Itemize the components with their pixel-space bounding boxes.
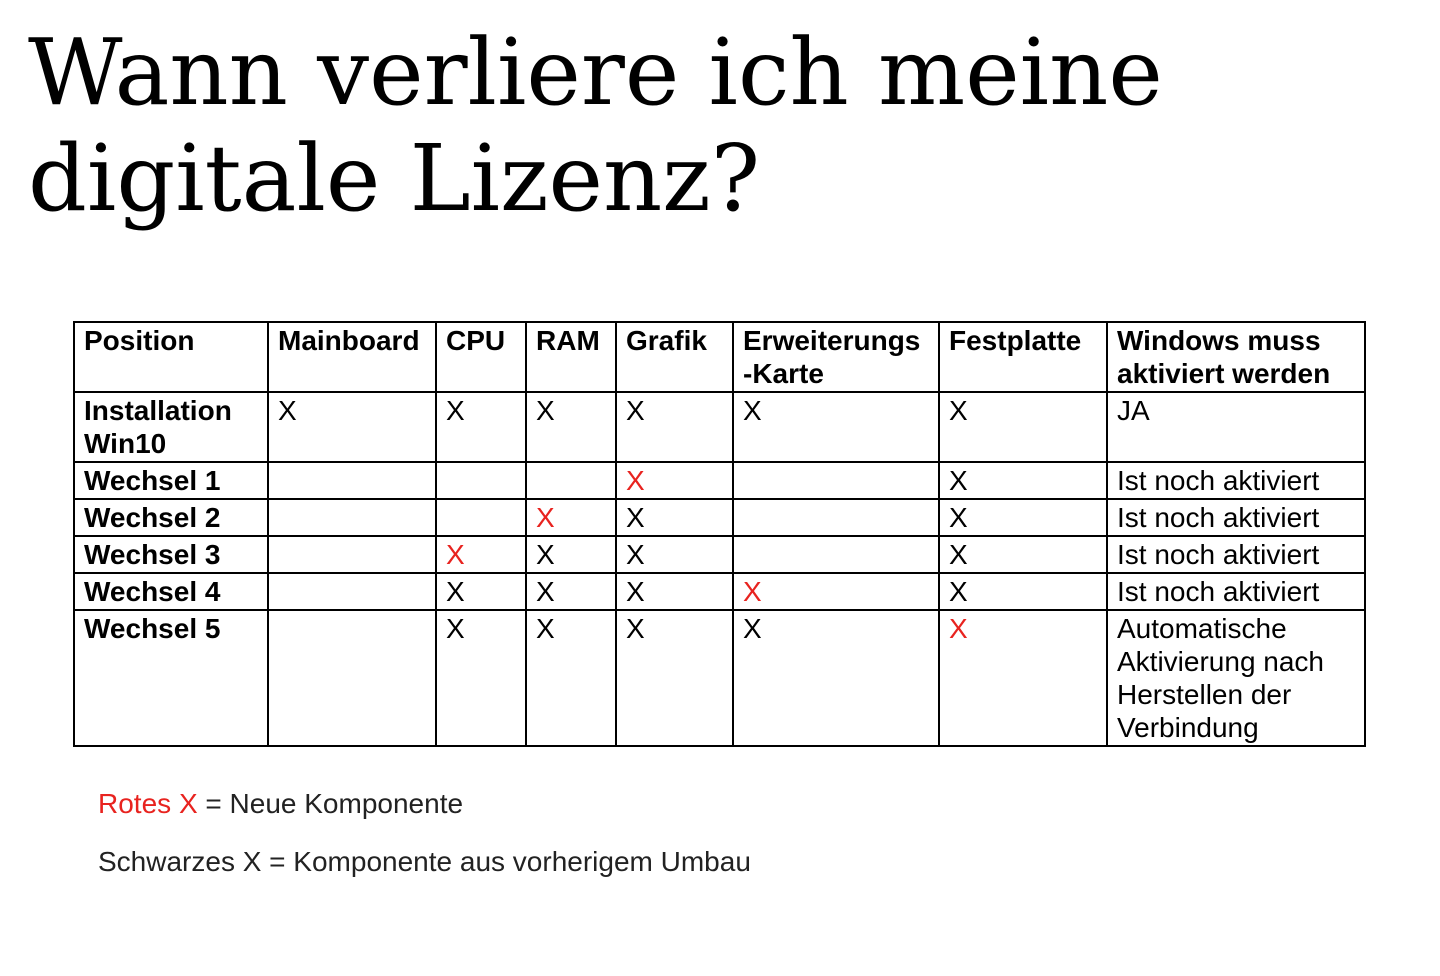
table-row [74, 392, 1365, 462]
row-label: Wechsel 4 [74, 573, 268, 610]
cell-grafik [616, 392, 733, 462]
cell-activation-status: Ist noch aktiviert [1107, 536, 1365, 573]
header-cpu: CPU [436, 322, 526, 392]
cell-grafik [616, 499, 733, 536]
component-mark: X [626, 613, 645, 644]
cell-grafik [616, 536, 733, 573]
new-component-mark: X [626, 465, 645, 496]
cell-erweiterungskarte [733, 392, 939, 462]
table-row [74, 499, 1365, 536]
cell-grafik [616, 573, 733, 610]
legend-new-description: = Neue Komponente [205, 788, 464, 819]
cell-ram [526, 610, 616, 746]
cell-erweiterungskarte [733, 462, 939, 499]
header-position: Position [74, 322, 268, 392]
cell-cpu [436, 610, 526, 746]
cell-mainboard [268, 536, 436, 573]
component-mark: X [446, 395, 465, 426]
cell-cpu [436, 536, 526, 573]
header-mainboard: Mainboard [268, 322, 436, 392]
cell-activation-status: Automatische Aktivierung nach Herstellen der Verbindung [1107, 610, 1365, 746]
component-mark: X [743, 395, 762, 426]
row-label: Wechsel 2 [74, 499, 268, 536]
cell-cpu [436, 392, 526, 462]
row-label: Wechsel 1 [74, 462, 268, 499]
component-mark: X [626, 502, 645, 533]
cell-activation-status: Ist noch aktiviert [1107, 499, 1365, 536]
row-label: Wechsel 3 [74, 536, 268, 573]
legend-red-x: X [178, 788, 198, 819]
component-mark: X [446, 576, 465, 607]
header-festplatte: Festplatte [939, 322, 1107, 392]
cell-festplatte [939, 462, 1107, 499]
page-title: Wann verliere ich meine digitale Lizenz? [28, 19, 1163, 232]
cell-grafik [616, 610, 733, 746]
cell-mainboard [268, 610, 436, 746]
component-mark: X [949, 502, 968, 533]
row-label: Installation Win10 [74, 392, 268, 462]
row-label: Wechsel 5 [74, 610, 268, 746]
component-mark: X [949, 539, 968, 570]
cell-mainboard [268, 392, 436, 462]
cell-mainboard [268, 462, 436, 499]
cell-activation-status: JA [1107, 392, 1365, 462]
cell-festplatte [939, 392, 1107, 462]
cell-festplatte [939, 536, 1107, 573]
header-ram: RAM [526, 322, 616, 392]
component-mark: X [278, 395, 297, 426]
cell-festplatte [939, 499, 1107, 536]
component-mark: X [626, 539, 645, 570]
cell-ram [526, 573, 616, 610]
header-activation: Windows muss aktiviert werden [1107, 322, 1365, 392]
component-mark: X [446, 613, 465, 644]
cell-cpu [436, 499, 526, 536]
component-mark: X [536, 576, 555, 607]
cell-erweiterungskarte [733, 536, 939, 573]
cell-cpu [436, 462, 526, 499]
cell-ram [526, 536, 616, 573]
new-component-mark: X [446, 539, 465, 570]
component-mark: X [743, 613, 762, 644]
component-mark: X [536, 613, 555, 644]
cell-erweiterungskarte [733, 610, 939, 746]
cell-cpu [436, 573, 526, 610]
cell-ram [526, 499, 616, 536]
license-table [73, 321, 1366, 747]
new-component-mark: X [949, 613, 968, 644]
table-row [74, 536, 1365, 573]
legend-red-word: Rotes [98, 788, 172, 819]
component-mark: X [536, 395, 555, 426]
component-mark: X [626, 576, 645, 607]
cell-mainboard [268, 499, 436, 536]
new-component-mark: X [536, 502, 555, 533]
license-table-container [73, 321, 1366, 747]
new-component-mark: X [743, 576, 762, 607]
cell-activation-status: Ist noch aktiviert [1107, 573, 1365, 610]
component-mark: X [949, 395, 968, 426]
table-header-row [74, 322, 1365, 392]
component-mark: X [949, 465, 968, 496]
component-mark: X [626, 395, 645, 426]
cell-grafik [616, 462, 733, 499]
table-row [74, 462, 1365, 499]
cell-erweiterungskarte [733, 573, 939, 610]
component-mark: X [536, 539, 555, 570]
cell-ram [526, 392, 616, 462]
cell-festplatte [939, 573, 1107, 610]
header-grafik: Grafik [616, 322, 733, 392]
cell-ram [526, 462, 616, 499]
cell-activation-status: Ist noch aktiviert [1107, 462, 1365, 499]
cell-festplatte [939, 610, 1107, 746]
component-mark: X [949, 576, 968, 607]
cell-erweiterungskarte [733, 499, 939, 536]
table-row [74, 573, 1365, 610]
table-row [74, 610, 1365, 746]
cell-mainboard [268, 573, 436, 610]
header-erweiterungskarte: Erweiterungs -Karte [733, 322, 939, 392]
table-body [74, 392, 1365, 746]
legend-old-component: Schwarzes X = Komponente aus vorherigem Umbau [98, 846, 751, 877]
legend-new-component [98, 787, 463, 821]
